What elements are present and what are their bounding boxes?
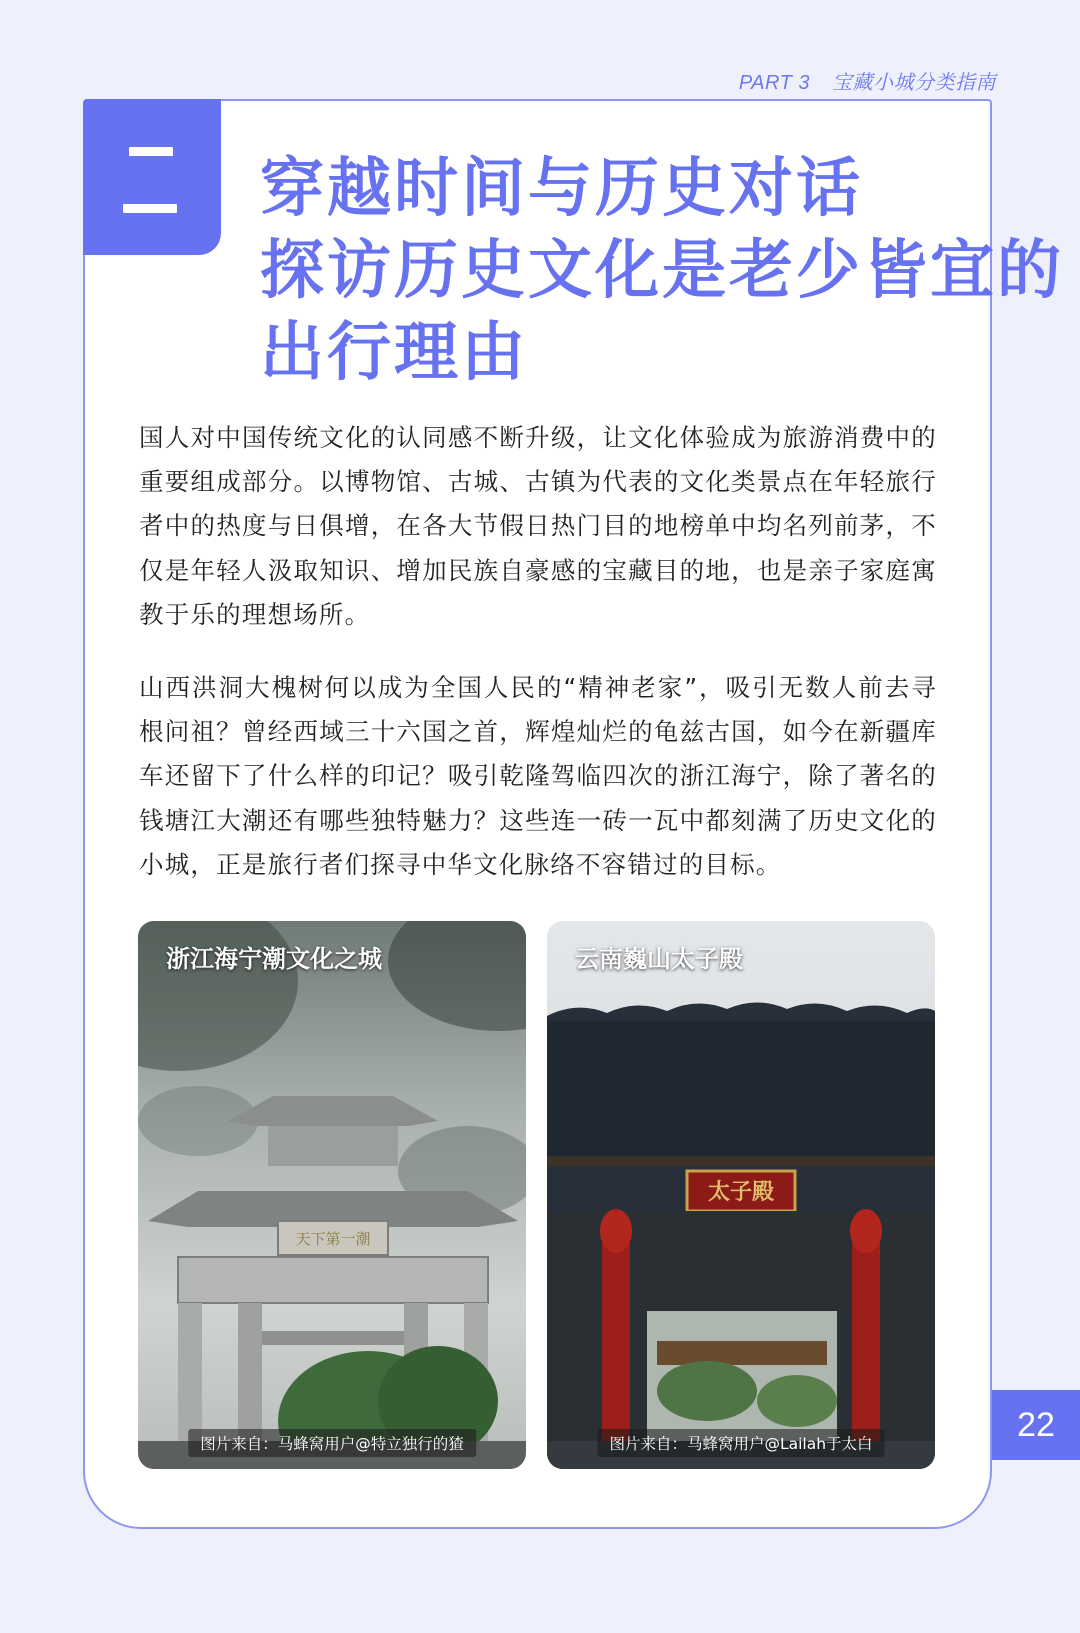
numeral-stroke-top xyxy=(129,147,173,156)
weishan-temple-illustration xyxy=(547,921,935,1469)
section-number-badge xyxy=(83,99,221,255)
page-title xyxy=(260,148,1064,394)
photo-haining xyxy=(138,921,526,1469)
page-number: 22 xyxy=(992,1390,1080,1460)
photo-caption-haining: 浙江海宁潮文化之城 xyxy=(166,945,382,973)
part-label: PART 3 xyxy=(738,72,810,94)
title-line-1: 穿越时间与历史对话 xyxy=(260,152,863,226)
archway-plaque-text: 天下第一潮 xyxy=(295,1230,371,1248)
intro-paragraph: 国人对中国传统文化的认同感不断升级，让文化体验成为旅游消费中的重要组成部分。以博物馆、古城、古镇为代表的文化类景点在年轻旅行者中的热度与日俱增，在各大节假日热门目的地榜单中均名列前茅，不仅是年轻人汲取知识、增加民族自豪感的宝藏目的地，也是亲子家庭寓教于乐的理想场所。 xyxy=(139,423,937,629)
title-line-3: 出行理由 xyxy=(260,316,528,390)
photo-caption-weishan: 云南巍山太子殿 xyxy=(575,945,743,973)
temple-plaque-text: 太子殿 xyxy=(707,1179,775,1205)
numeral-stroke-bottom xyxy=(123,204,177,213)
header-tag xyxy=(739,66,996,95)
title-line-2: 探访历史文化是老少皆宜的 xyxy=(260,234,1064,308)
photo-credit-weishan: 图片来自：马蜂窝用户@Lailah于太白 xyxy=(597,1429,884,1457)
section-label: 宝藏小城分类指南 xyxy=(832,72,996,94)
photo-credit-haining: 图片来自：马蜂窝用户@特立独行的猹 xyxy=(188,1429,476,1457)
haining-archway-illustration xyxy=(138,921,526,1469)
photo-weishan xyxy=(547,921,935,1469)
body-paragraph: 山西洪洞大槐树何以成为全国人民的“精神老家”，吸引无数人前去寻根问祖？曾经西域三十六国之首，辉煌灿烂的龟兹古国，如今在新疆库车还留下了什么样的印记？吸引乾隆驾临四次的浙江海宁，除了著名的钱塘江大潮还有哪些独特魅力？这些连一砖一瓦中都刻满了历史文化的小城，正是旅行者们探寻中华文化脉络不容错过的目标。 xyxy=(139,673,937,879)
